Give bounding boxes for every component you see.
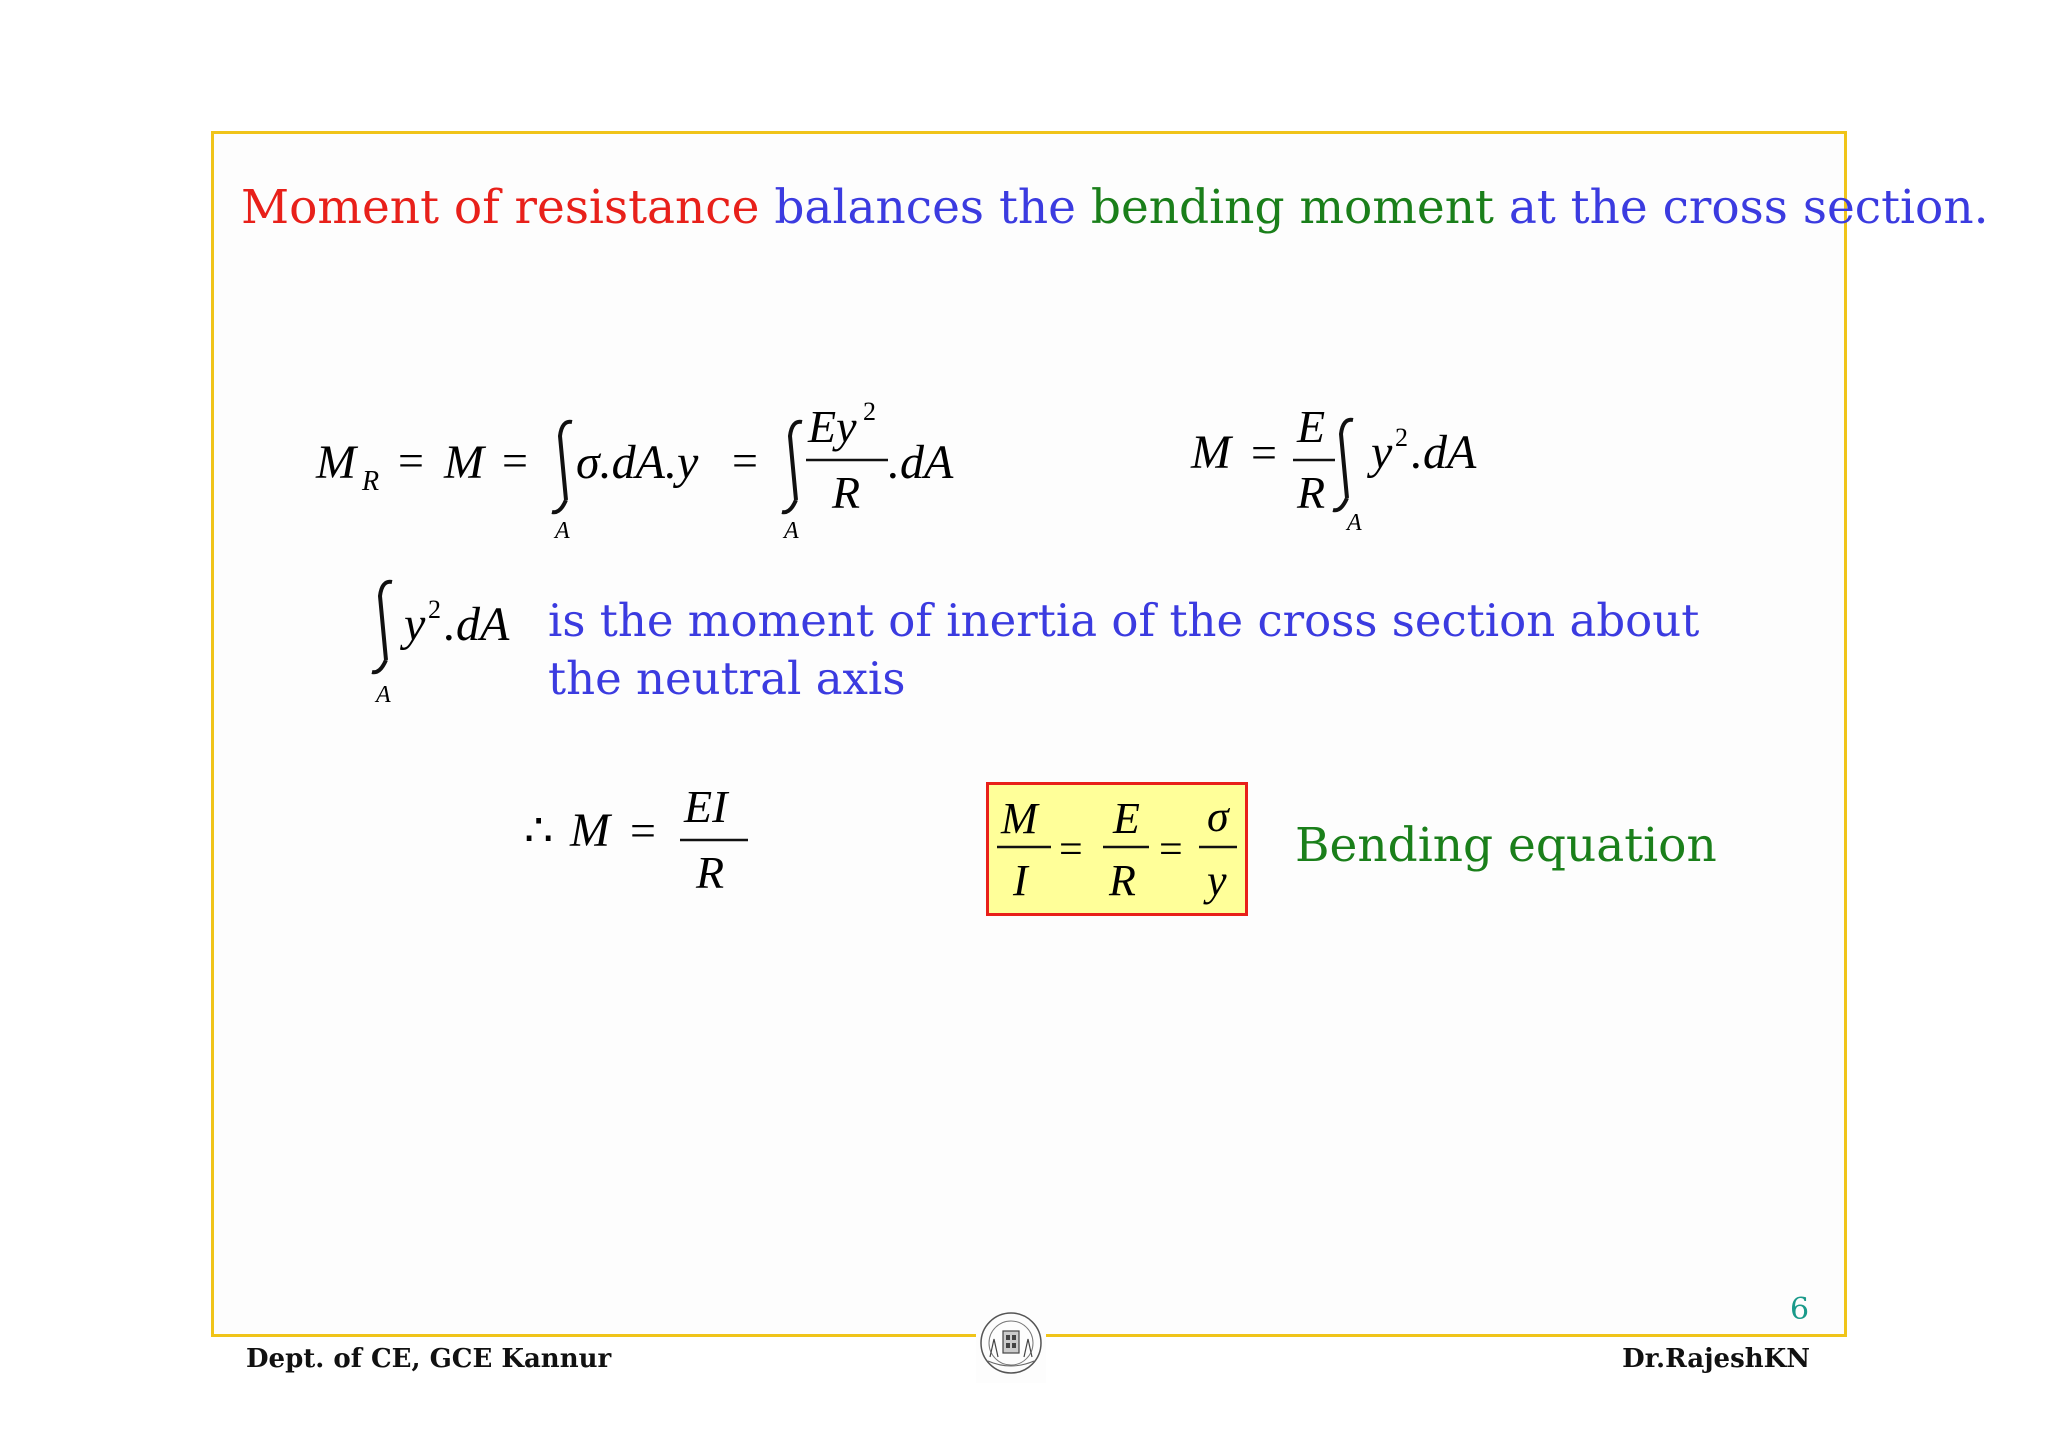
eq2-int-sub: A	[1347, 510, 1362, 536]
eq2-tail: .dA	[1411, 426, 1477, 479]
integral-sign-1	[552, 422, 572, 512]
eq2-frac-den: R	[1297, 467, 1326, 518]
equation-moment-resistance	[310, 390, 990, 554]
title-part-2: balances the	[759, 180, 1091, 235]
therefore-frac-den: R	[696, 847, 725, 898]
svg-text:=: =	[1251, 427, 1277, 478]
eq1-frac-num-sup: 2	[863, 397, 876, 426]
page-number: 6	[1790, 1292, 1810, 1327]
slide-frame	[211, 131, 1847, 1337]
be-f1-num: M	[1001, 794, 1038, 843]
inertia-tail: .dA	[444, 598, 510, 651]
inertia-sup: 2	[428, 595, 441, 624]
therefore-frac-num: EI	[684, 781, 728, 832]
eq1-tail: .dA	[888, 436, 954, 489]
equation-therefore	[520, 770, 780, 914]
footer-department: Dept. of CE, GCE Kannur	[246, 1344, 612, 1374]
eq1-frac-num: Ey	[808, 401, 857, 452]
svg-text:=: =	[630, 805, 656, 856]
bending-equation-box	[986, 782, 1248, 916]
therefore-lhs: M	[570, 804, 610, 857]
be-f3-num: σ	[1207, 792, 1229, 841]
eq1-sigma-term: σ.dA.y	[576, 436, 699, 489]
eq1-lhs: M	[316, 436, 356, 489]
title-part-1: Moment of resistance	[241, 180, 760, 235]
inertia-description: is the moment of inertia of the cross section about the neutral axis	[548, 594, 1700, 705]
footer-author: Dr.RajeshKN	[1622, 1344, 1810, 1374]
inertia-integrand: y	[404, 598, 426, 651]
title-part-3: bending moment	[1090, 180, 1494, 235]
slide-title	[241, 180, 1989, 235]
eq1-equals-2: =	[502, 435, 528, 486]
title-part-4: at the cross section.	[1493, 180, 1989, 235]
eq2-integrand: y	[1371, 426, 1393, 479]
eq1-equals-1: =	[398, 435, 424, 486]
eq1-lhs-sub: R	[362, 466, 380, 497]
integral-sign-4	[372, 582, 392, 672]
eq1-frac-den: R	[832, 467, 861, 518]
eq1-m: M	[444, 436, 484, 489]
be-f2-den: R	[1109, 856, 1136, 905]
therefore-symbol: ∴	[524, 805, 554, 856]
equation-moment-integral	[1185, 390, 1525, 554]
svg-text:=: =	[1059, 827, 1083, 873]
eq1-equals-3: =	[732, 435, 758, 486]
integral-sign-2	[782, 422, 802, 512]
be-f2-num: E	[1113, 794, 1140, 843]
be-f1-den: I	[1013, 856, 1028, 905]
eq1-int-sub-1: A	[555, 518, 570, 544]
eq2-lhs: M	[1191, 426, 1231, 479]
integral-sign-3	[1333, 420, 1353, 510]
inertia-int-sub: A	[376, 682, 391, 708]
eq1-int-sub-2: A	[784, 518, 799, 544]
college-seal-icon	[976, 1305, 1046, 1383]
eq2-integrand-sup: 2	[1395, 423, 1408, 452]
be-f3-den: y	[1207, 856, 1227, 905]
inertia-expression	[360, 578, 540, 722]
svg-text:=: =	[1159, 827, 1183, 873]
bending-equation-label: Bending equation	[1295, 818, 1717, 873]
eq2-frac-num: E	[1297, 401, 1326, 452]
